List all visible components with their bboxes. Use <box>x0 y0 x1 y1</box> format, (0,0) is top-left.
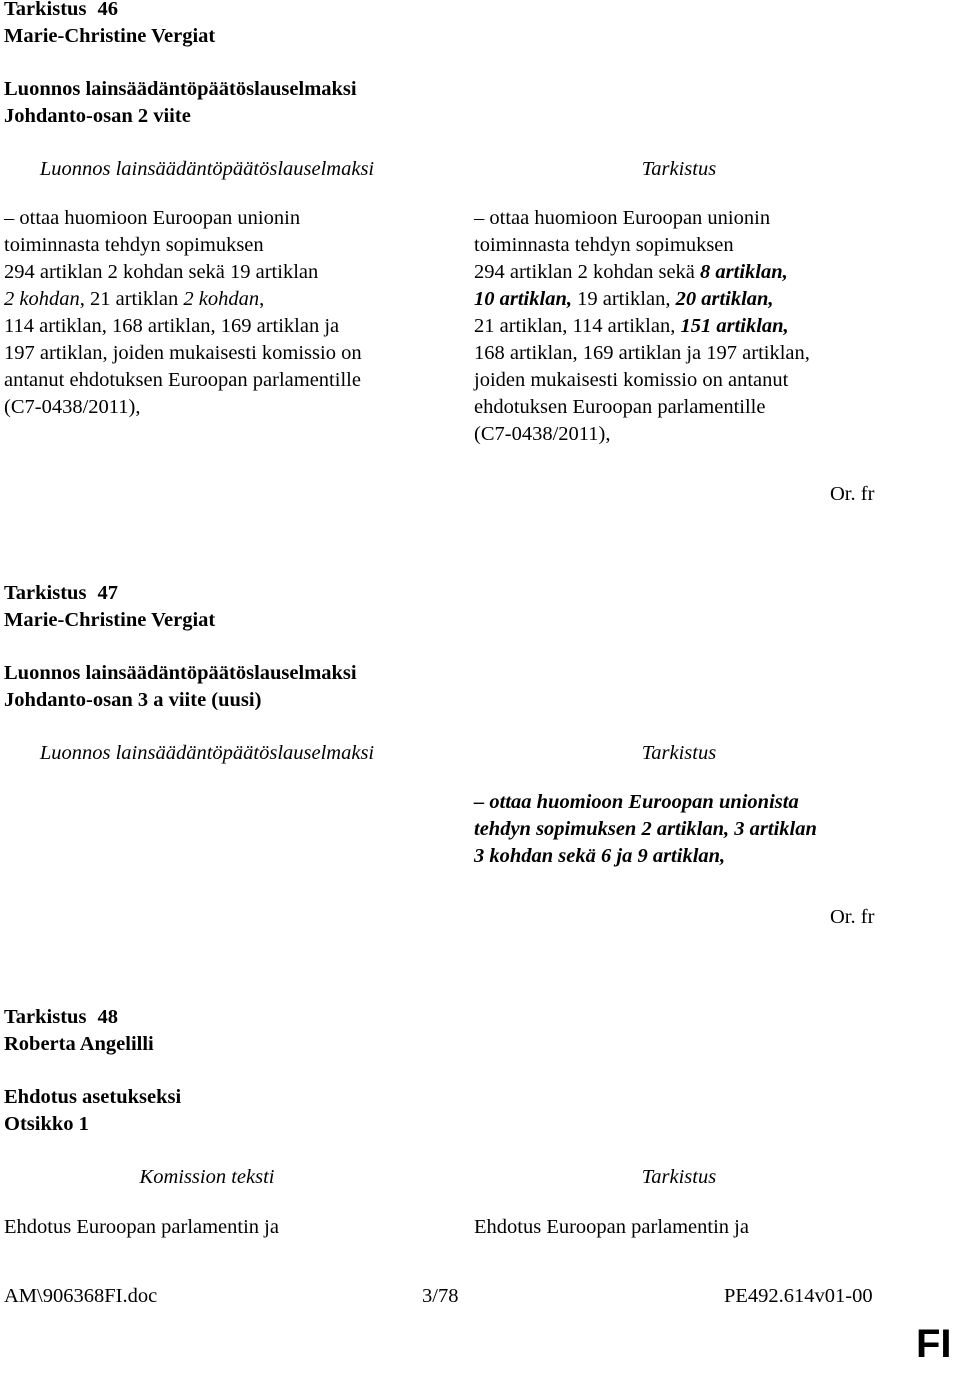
text-line <box>474 421 884 448</box>
left-column-header: Luonnos lainsäädäntöpäätöslauselmaksi <box>39 158 375 180</box>
amendment-47-heading <box>4 580 118 607</box>
text-run: 197 artiklan, joiden mukaisesti komissio on <box>4 342 362 364</box>
left-column-header: Komission teksti <box>139 1166 275 1188</box>
amendment-author: Marie-Christine Vergiat <box>4 25 216 47</box>
text-run: 19 artiklan, <box>571 288 676 310</box>
text-run: (C7-0438/2011), <box>4 396 141 418</box>
text-line <box>474 367 884 394</box>
footer-doc-ref: AM\906368FI.doc <box>4 1285 158 1307</box>
text-line <box>4 313 410 340</box>
text-line <box>474 232 884 259</box>
amendment-document: Ehdotus asetukseksi <box>4 1086 182 1108</box>
text-run: 10 artiklan, <box>474 288 572 310</box>
text-run: 2 kohdan <box>4 288 80 310</box>
text-run: – ottaa huomioon Euroopan unionin <box>4 207 301 229</box>
text-run: joiden mukaisesti komissio on antanut <box>474 369 789 391</box>
amendment-label: Tarkistus <box>4 582 87 604</box>
text-run: 168 artiklan, 169 artiklan ja 197 artiklan, <box>474 342 810 364</box>
amendment-document: Luonnos lainsäädäntöpäätöslauselmaksi <box>4 662 357 684</box>
text-line <box>474 394 884 421</box>
text-run: – ottaa huomioon Euroopan unionin <box>474 207 771 229</box>
right-column-header: Tarkistus <box>641 158 717 180</box>
text-line <box>4 259 410 286</box>
text-run: toiminnasta tehdyn sopimuksen <box>4 234 264 256</box>
left-column-header: Luonnos lainsäädäntöpäätöslauselmaksi <box>39 742 375 764</box>
text-run: ehdotuksen Euroopan parlamentille <box>474 396 766 418</box>
text-run: toiminnasta tehdyn sopimuksen <box>474 234 734 256</box>
text-run: 114 artiklan, 168 artiklan, 169 artiklan ja <box>4 315 340 337</box>
text-run: Ehdotus Euroopan parlamentin ja <box>474 1216 749 1238</box>
right-column-text <box>474 1214 884 1241</box>
text-run: 294 artiklan 2 kohdan sekä 19 artiklan <box>4 261 319 283</box>
text-line <box>474 286 884 313</box>
right-column-text <box>474 205 884 448</box>
text-line <box>4 340 410 367</box>
text-run: – ottaa huomioon Euroopan unionista <box>474 791 799 813</box>
amendment-number: 47 <box>97 582 119 604</box>
text-run: 294 artiklan 2 kohdan sekä <box>474 261 701 283</box>
text-run: 3 kohdan sekä 6 ja 9 artiklan, <box>474 845 726 867</box>
text-run: 21 artiklan, 114 artiklan, <box>474 315 681 337</box>
text-line <box>474 789 884 816</box>
right-column-header: Tarkistus <box>641 742 717 764</box>
left-column-text <box>4 1214 410 1241</box>
text-run: 20 artiklan, <box>675 288 774 310</box>
text-run: 151 artiklan, <box>680 315 789 337</box>
text-line <box>474 340 884 367</box>
text-line <box>4 205 410 232</box>
amendment-label: Tarkistus <box>4 0 87 20</box>
amendment-number: 46 <box>97 0 119 20</box>
text-line <box>474 313 884 340</box>
text-run: Ehdotus Euroopan parlamentin ja <box>4 1216 279 1238</box>
amendment-location: Otsikko 1 <box>4 1113 89 1135</box>
amendment-author: Roberta Angelilli <box>4 1033 154 1055</box>
text-run: , 21 artiklan <box>79 288 184 310</box>
original-language: Or. fr <box>830 483 875 505</box>
original-language: Or. fr <box>830 906 875 928</box>
amendment-document: Luonnos lainsäädäntöpäätöslauselmaksi <box>4 78 357 100</box>
right-column-text <box>474 789 884 870</box>
text-line <box>4 1214 410 1241</box>
amendment-location: Johdanto-osan 3 a viite (uusi) <box>4 689 262 711</box>
text-run: 8 artiklan, <box>700 261 788 283</box>
text-run: , <box>259 288 265 310</box>
text-line <box>474 843 884 870</box>
text-run: (C7-0438/2011), <box>474 423 611 445</box>
amendment-48-heading <box>4 1004 118 1031</box>
amendment-author: Marie-Christine Vergiat <box>4 609 216 631</box>
text-line <box>4 286 410 313</box>
right-column-header: Tarkistus <box>641 1166 717 1188</box>
text-line <box>474 205 884 232</box>
footer-language: FI <box>916 1322 952 1366</box>
left-column-text <box>4 205 410 421</box>
text-run: antanut ehdotuksen Euroopan parlamentille <box>4 369 361 391</box>
text-line <box>474 1214 884 1241</box>
text-run: 2 kohdan <box>183 288 260 310</box>
amendment-number: 48 <box>97 1006 119 1028</box>
text-line <box>474 816 884 843</box>
text-line <box>4 394 410 421</box>
amendment-46-heading <box>4 0 118 23</box>
text-line <box>4 232 410 259</box>
amendment-label: Tarkistus <box>4 1006 87 1028</box>
amendment-location: Johdanto-osan 2 viite <box>4 105 191 127</box>
text-run: tehdyn sopimuksen 2 artiklan, 3 artiklan <box>474 818 817 840</box>
text-line <box>474 259 884 286</box>
footer-page-number: 3/78 <box>422 1285 459 1307</box>
footer-pe-ref: PE492.614v01-00 <box>724 1285 873 1307</box>
text-line <box>4 367 410 394</box>
